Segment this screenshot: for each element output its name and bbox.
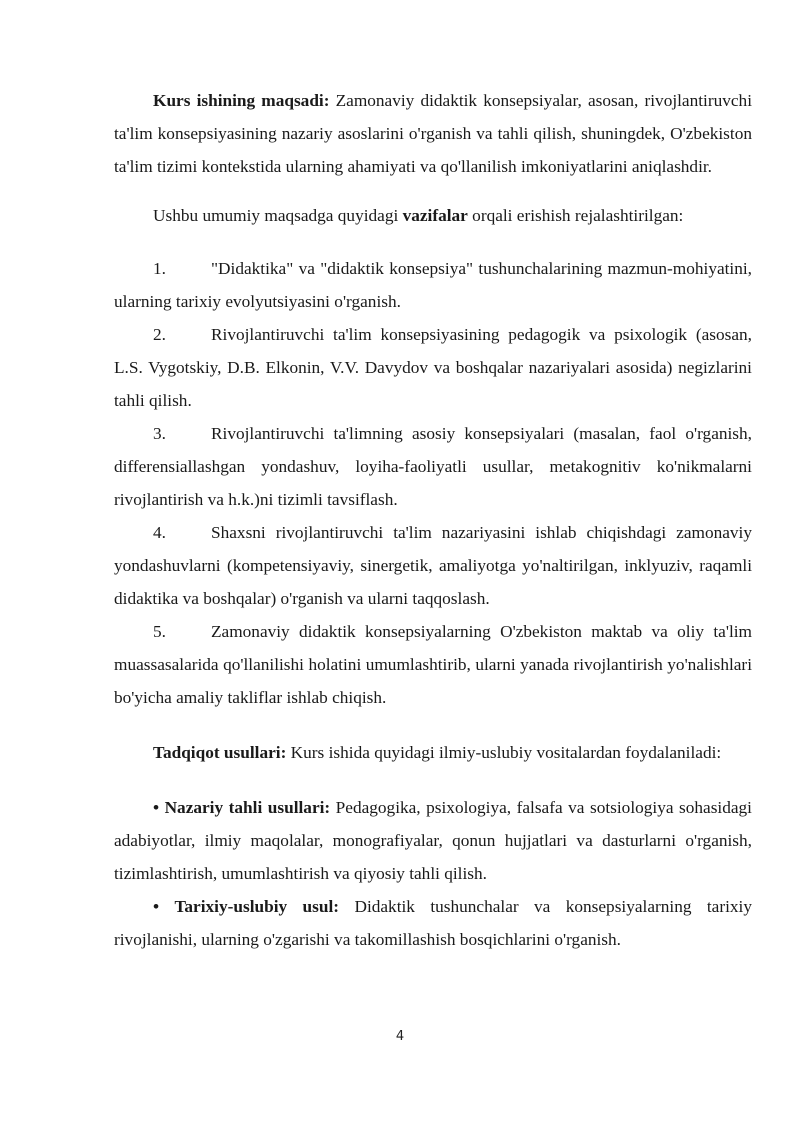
task-number: 5. [153, 622, 166, 641]
document-page [114, 84, 752, 956]
goal-paragraph [114, 84, 752, 183]
tasks-intro-after: orqali erishish rejalashtirilgan: [467, 206, 684, 225]
tasks-intro-before: Ushbu umumiy maqsadga quyidagi [153, 206, 403, 225]
method-item [114, 791, 752, 890]
task-number: 4. [153, 523, 166, 542]
goal-text: Zamonaviy didaktik konsepsiyalar, asosan, rivojlantiruvchi ta'lim konsepsiyasining nazariy asoslarini o'rganish va tahli qilish, shuningdek, O'zbekiston ta'lim tizimi kontekstida ularning ahamiyati va qo'llanilish imkoniyatlarini aniqlashdir. [114, 91, 752, 176]
task-text: Rivojlantiruvchi ta'lim konsepsiyasining pedagogik va psixologik (asosan, L.S. Vygotskiy, D.B. Elkonin, V.V. Davydov va boshqalar nazariyalari asosida) negizlarini tahli qilish. [114, 325, 752, 410]
task-text: "Didaktika" va "didaktik konsepsiya" tushunchalarining mazmun-mohiyatini, ularning tarixiy evolyutsiyasini o'rganish. [114, 259, 752, 311]
methods-paragraph [114, 736, 752, 769]
task-item [114, 516, 752, 615]
task-item [114, 252, 752, 318]
method-label: Tarixiy-uslubiy usul: [174, 897, 340, 916]
methods-label: Tadqiqot usullari: [153, 743, 287, 762]
method-text: Pedagogika, psixologiya, falsafa va sotsiologiya sohasidagi adabiyotlar, ilmiy maqolalar, monografiyalar, qonun hujjatlari va dasturlarni o'rganish, tizimlashtirish, umumlashtirish va qiyosiy tahli qilish. [114, 798, 752, 883]
bullet-icon: • [153, 897, 160, 916]
task-item [114, 615, 752, 714]
method-label: Nazariy tahli usullari: [164, 798, 331, 817]
tasks-intro-paragraph [114, 199, 752, 232]
bullet-icon: • [153, 798, 160, 817]
task-text: Rivojlantiruvchi ta'limning asosiy konsepsiyalari (masalan, faol o'rganish, differensiallashgan yondashuv, loyiha-faoliyatli usullar, metakognitiv ko'nikmalarni rivojlantirish va h.k.)ni tizimli tavsiflash. [114, 424, 752, 509]
goal-label: Kurs ishining maqsadi: [153, 91, 330, 110]
task-item [114, 417, 752, 516]
task-number: 3. [153, 424, 166, 443]
task-text: Zamonaviy didaktik konsepsiyalarning O'zbekiston maktab va oliy ta'lim muassasalarida qo'llanilishi holatini umumlashtirib, ularni yanada rivojlantirish yo'nalishlari bo'yicha amaliy takliflar ishlab chiqish. [114, 622, 752, 707]
task-item [114, 318, 752, 417]
task-text: Shaxsni rivojlantiruvchi ta'lim nazariyasini ishlab chiqishdagi zamonaviy yondashuvlarni (kompetensiyaviy, sinergetik, amaliyotga yo'naltirilgan, inklyuziv, raqamli didaktika va boshqalar) o'rganish va ularni taqqoslash. [114, 523, 752, 608]
page-number: 4 [395, 1029, 405, 1044]
methods-text: Kurs ishida quyidagi ilmiy-uslubiy vositalardan foydalaniladi: [286, 743, 722, 762]
method-item [114, 890, 752, 956]
tasks-intro-bold: vazifalar [402, 206, 468, 225]
task-number: 1. [153, 259, 166, 278]
method-text: Didaktik tushunchalar va konsepsiyalarning tarixiy rivojlanishi, ularning o'zgarishi va takomillashish bosqichlarini o'rganish. [114, 897, 752, 949]
task-number: 2. [153, 325, 166, 344]
